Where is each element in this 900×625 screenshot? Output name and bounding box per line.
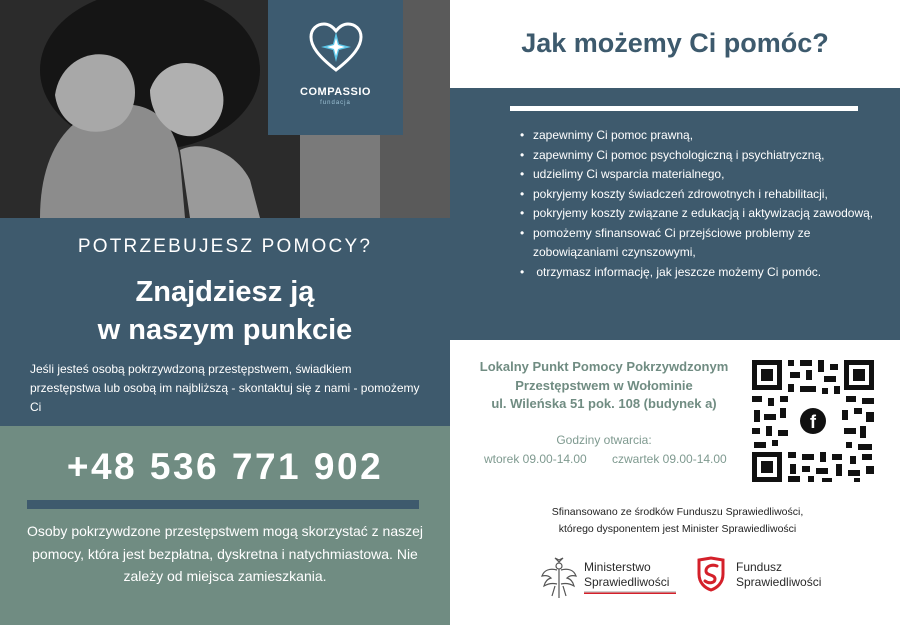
ministry-name-line-1: Ministerstwo [584,560,651,574]
phone-number[interactable]: +48 536 771 902 [66,446,384,487]
hours-label: Godziny otwarcia: [556,433,652,447]
list-item: • otrzymasz informację, jak jeszcze możemy Ci pomóc. [520,263,890,283]
headline-line-2: w naszym punkcie [97,314,353,346]
list-item: • pomożemy sfinansować Ci przejściowe problemy ze zobowiązaniami czynszowymi, [520,224,890,263]
flag-stripe [584,591,676,594]
compassio-logo [268,0,403,135]
fund-name-line-1: Fundusz [736,560,783,574]
headline-line-1: Znajdziesz ją [135,276,315,308]
divider [510,106,858,111]
logo-subtitle: fundacja [320,100,351,106]
list-item: • zapewnimy Ci pomoc psychologiczną i psychiatryczną, [520,146,890,166]
list-item: • pokryjemy koszty świadczeń zdrowotnych i rehabilitacji, [520,185,890,205]
free-help-note: Osoby pokrzywdzone przestępstwem mogą skorzystać z naszej pomocy, która jest bezpłatna, dyskretna i natychmiastowa. Nie zależy od miejsca zamieszkania. [26,523,424,584]
fund-name-line-2: Sprawiedliwości [736,575,822,589]
office-name-line-1: Lokalny Punkt Pomocy Pokrzywdzonym [479,359,729,374]
fund-logo-icon [693,556,729,592]
funding-line-1: Sfinansowano ze środków Funduszu Sprawiedliwości, [551,506,804,518]
ministry-name-line-2: Sprawiedliwości [584,575,670,589]
svg-text:f: f [810,412,816,432]
logo-wordmark: COMPASSIO [300,86,371,98]
list-item: • udzielimy Ci wsparcia materialnego, [520,165,890,185]
hours-thursday: czwartek 09.00-14.00 [612,452,727,466]
need-help-question: POTRZEBUJESZ POMOCY? [77,236,373,257]
services-list [520,126,890,282]
funding-line-2: którego dysponentem jest Minister Sprawiedliwości [558,522,797,535]
eagle-emblem-icon [540,556,578,600]
heart-compass-icon [308,22,364,74]
hero-body-text: Jeśli jesteś osobą pokrzywdzoną przestępstwem, świadkiem przestępstwa lub osobą im najbliższą - skontaktuj się z nami - pomożemy Ci [30,362,420,414]
office-street: ul. Wileńska 51 pok. 108 (budynek a) [491,396,717,411]
office-name-line-2: Przestępstwem w Wołominie [515,377,693,393]
hours-tuesday: wtorek 09.00-14.00 [484,452,587,466]
services-title: Jak możemy Ci pomóc? [521,28,829,58]
list-item: • pokryjemy koszty związane z edukacją i aktywizacją zawodową, [520,204,890,224]
divider [27,500,419,509]
qr-code[interactable] [750,358,876,484]
funding-note [470,504,885,537]
office-address [468,358,740,414]
list-item: • zapewnimy Ci pomoc prawną, [520,126,890,146]
